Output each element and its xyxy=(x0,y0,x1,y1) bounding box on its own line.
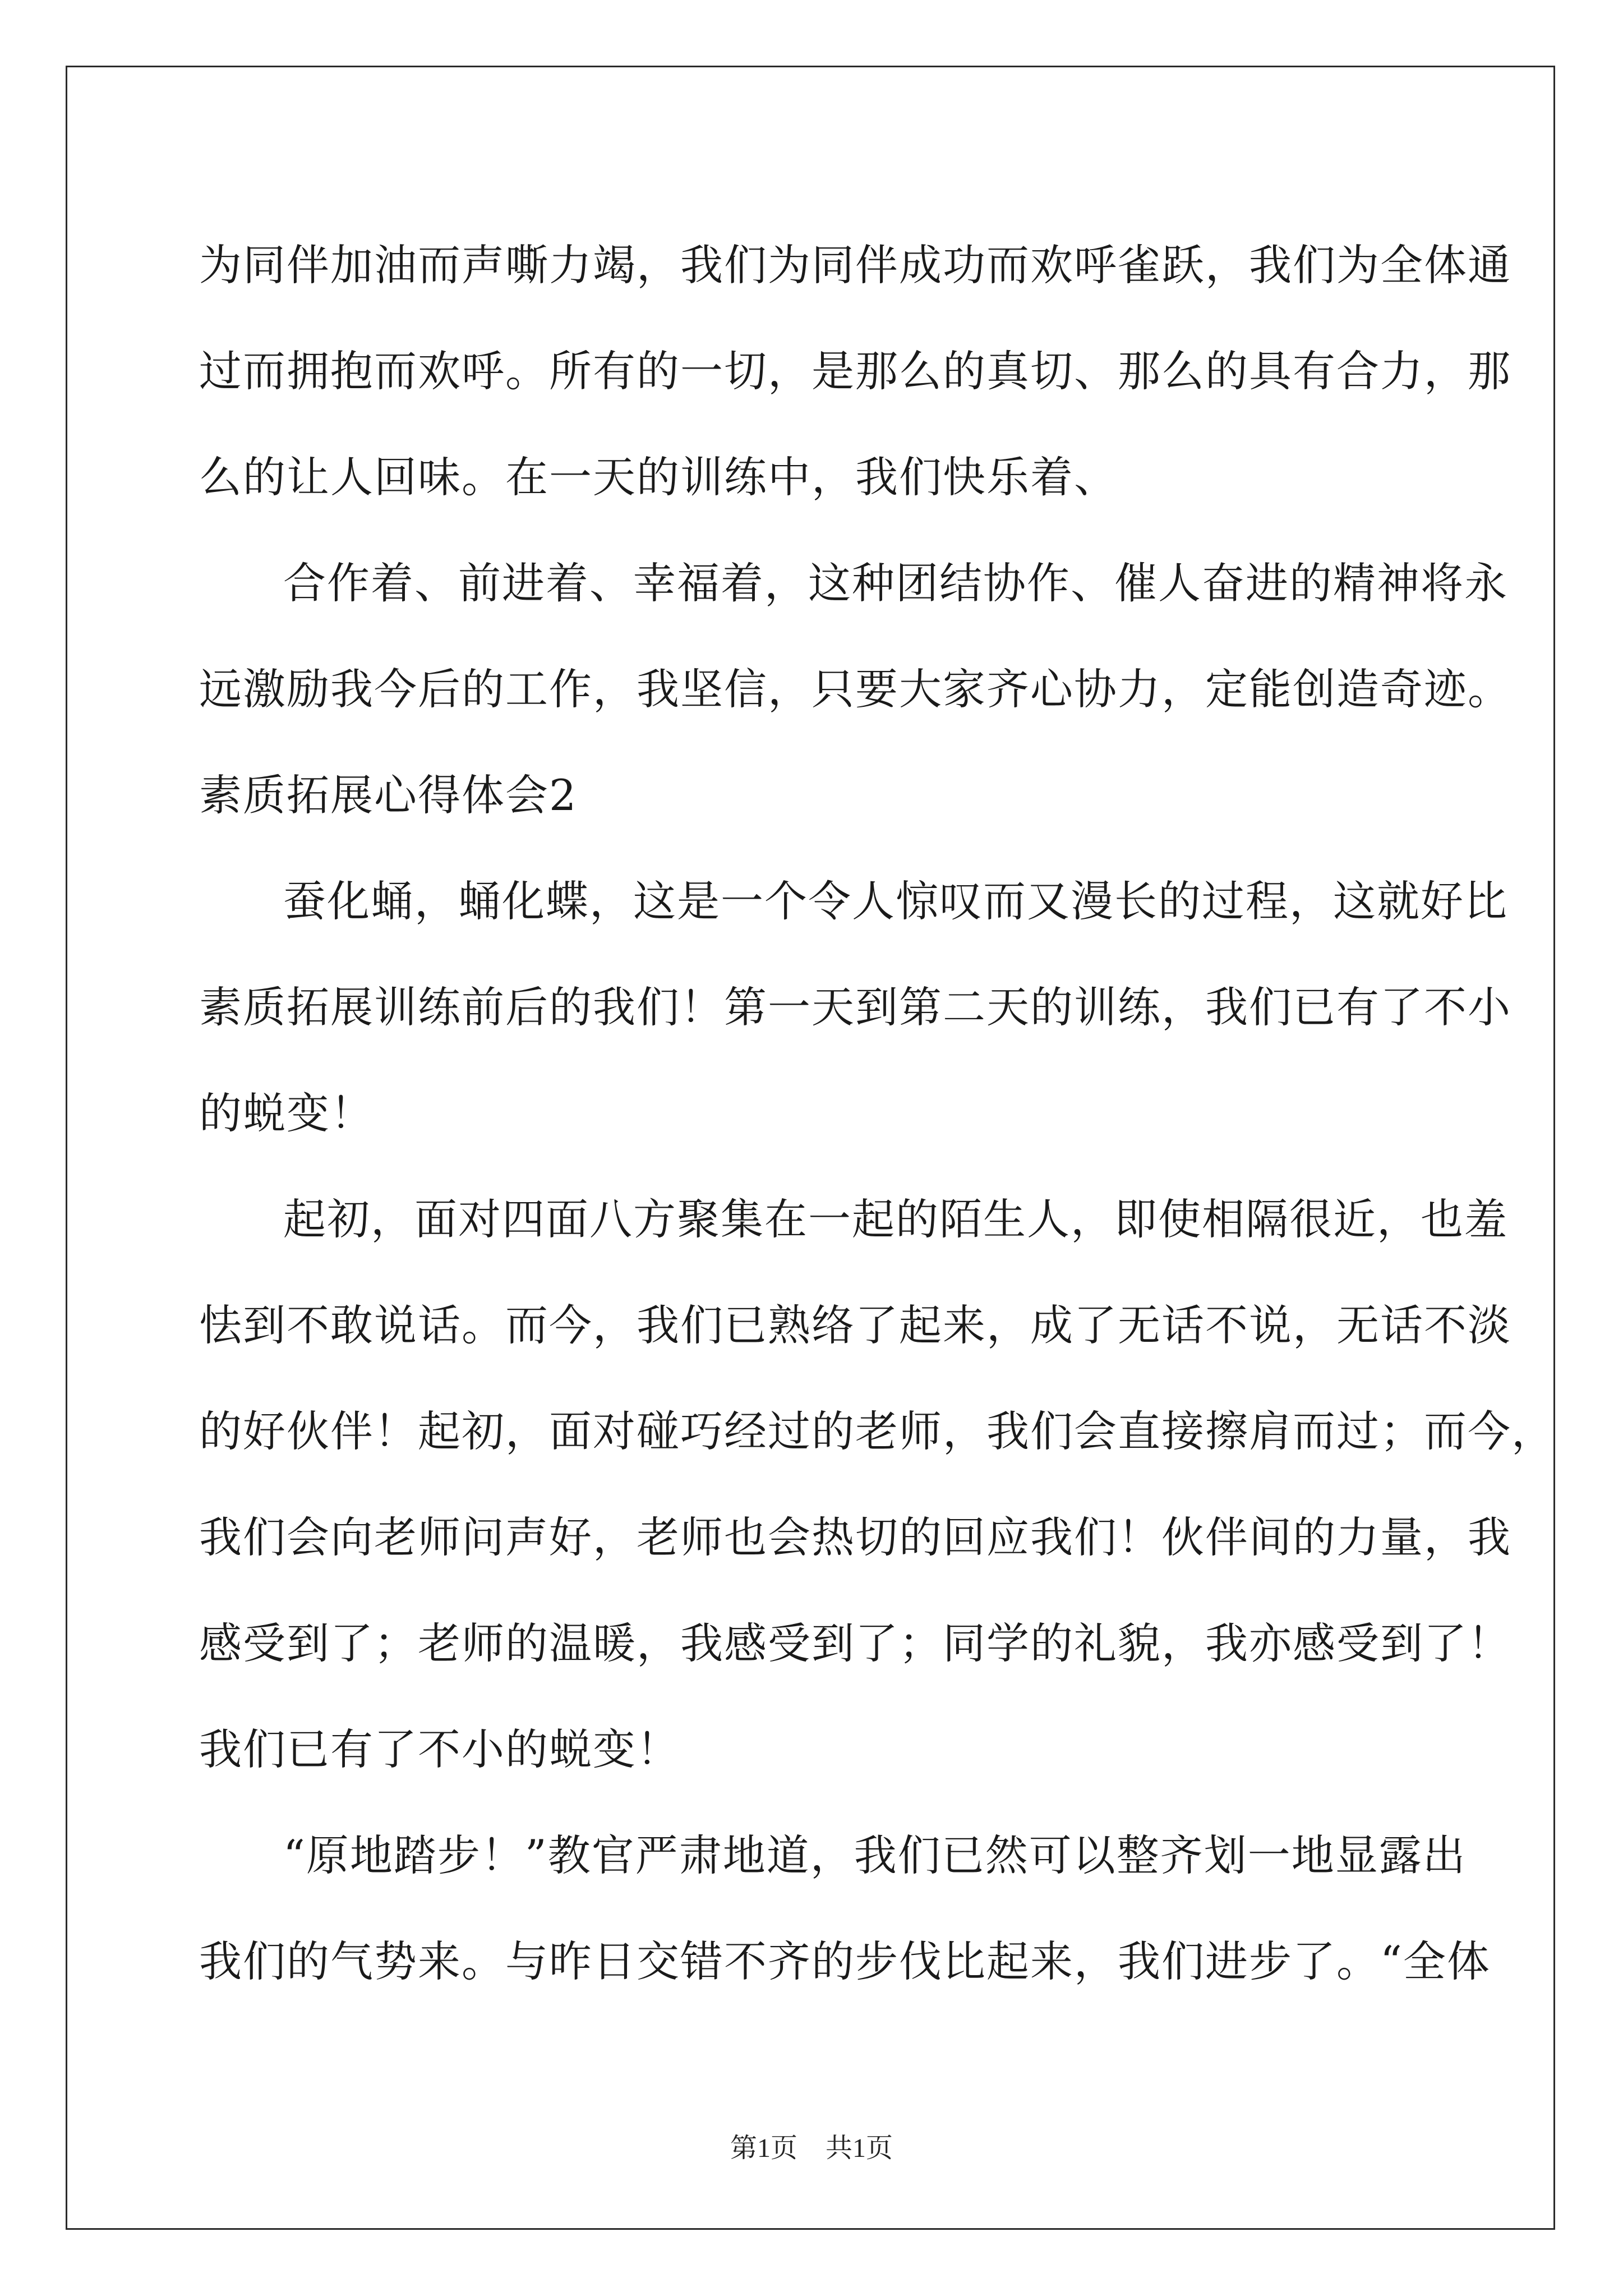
text-line: 的蜕变！ xyxy=(199,1088,374,1138)
text-line: 蚕化蛹，蛹化蝶，这是一个令人惊叹而又漫长的过程，这就好比 xyxy=(283,876,1508,926)
page-total: 共1页 xyxy=(826,2133,893,2163)
document-body xyxy=(199,212,1555,2014)
text-line: 我们已有了不小的蜕变！ xyxy=(199,1724,680,1774)
text-line: 的好伙伴！起初，面对碰巧经过的老师，我们会直接擦肩而过；而今， xyxy=(199,1406,1555,1456)
page-number: 第1页 xyxy=(730,2133,797,2163)
text-line: 起初，面对四面八方聚集在一起的陌生人，即使相隔很近，也羞 xyxy=(283,1194,1508,1244)
text-line: 为同伴加油而声嘶力竭，我们为同伴成功而欢呼雀跃，我们为全体通 xyxy=(199,240,1511,290)
text-line: 感受到了；老师的温暖，我感受到了；同学的礼貌，我亦感受到了！ xyxy=(199,1618,1511,1668)
text-line: 素质拓展训练前后的我们！第一天到第二天的训练，我们已有了不小 xyxy=(199,982,1511,1032)
text-line: “原地踏步！”教官严肃地道，我们已然可以整齐划一地显露出 xyxy=(283,1830,1467,1880)
text-line: 过而拥抱而欢呼。所有的一切，是那么的真切、那么的具有合力，那 xyxy=(199,346,1511,396)
section-heading: 素质拓展心得体会2 xyxy=(199,770,578,820)
text-line: 合作着、前进着、幸福着，这种团结协作、催人奋进的精神将永 xyxy=(283,558,1508,608)
text-line: 么的让人回味。在一天的训练中，我们快乐着、 xyxy=(199,452,1118,502)
page-footer xyxy=(0,2126,1623,2165)
text-line: 怯到不敢说话。而今，我们已熟络了起来，成了无话不说，无话不淡 xyxy=(199,1300,1511,1350)
text-line: 远激励我今后的工作，我坚信，只要大家齐心协力，定能创造奇迹。 xyxy=(199,664,1511,714)
text-line: 我们的气势来。与昨日交错不齐的步伐比起来，我们进步了。“全体 xyxy=(199,1936,1491,1986)
text-line: 我们会向老师问声好，老师也会热切的回应我们！伙伴间的力量，我 xyxy=(199,1512,1511,1562)
